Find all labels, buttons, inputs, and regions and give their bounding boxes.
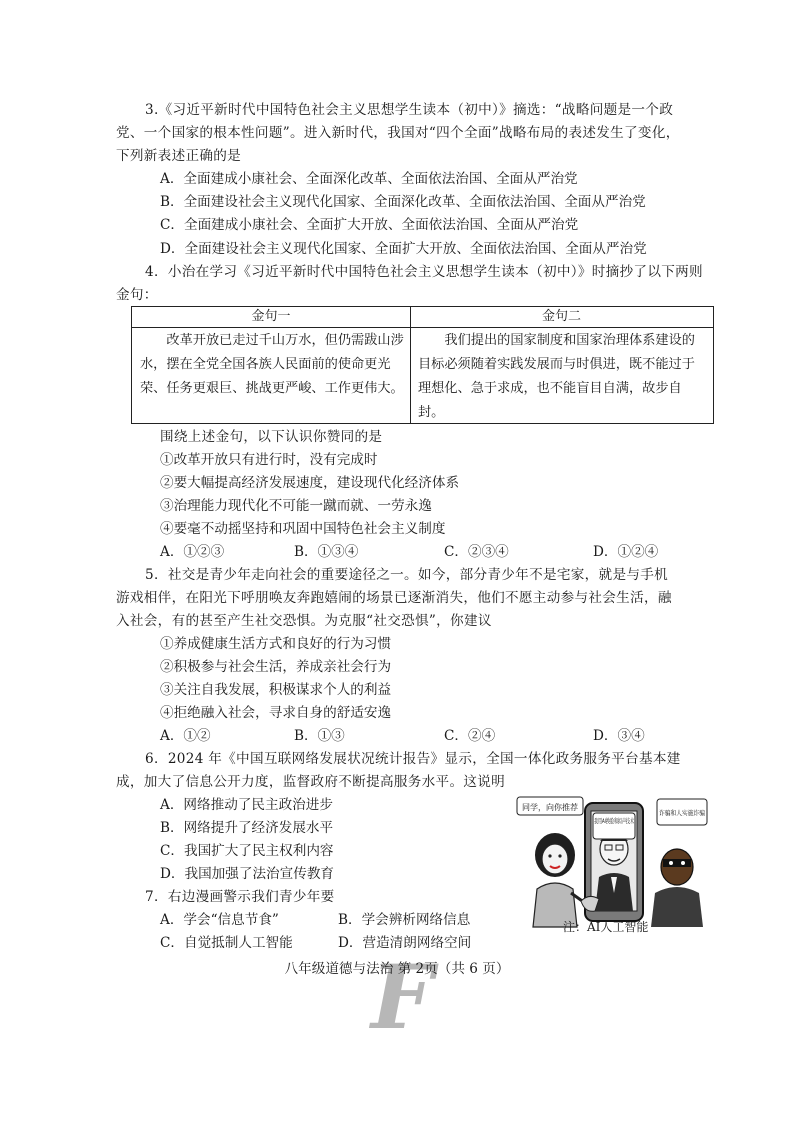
q4-choice-d: D．①②④ [593,544,659,560]
q6-line-1: 6．2024 年《中国互联网络发展状况统计报告》显示，全国一体化政务服务平台基本建 [145,751,681,767]
q7-stem: 7．右边漫画警示我们青少年要 [145,889,335,905]
q7-choice-b: B．学会辨析网络信息 [338,912,471,928]
quote-table [131,306,714,424]
q5-choice-b: B．①③ [294,728,345,744]
q4-line-2: 金句： [116,287,158,303]
q4-stem: 围绕上述金句，以下认识你赞同的是 [160,429,383,445]
q5-choice-c: C．②④ [444,728,496,744]
bubble-mid-text: 我用AI换脸和拟声技术 [594,817,659,825]
q5-item-3: ③关注自我发展，积极谋求个人的利益 [160,682,392,698]
q5-line-1: 5．社交是青少年走向社会的重要途径之一。如今，部分青少年不是宅家，就是与手机 [145,567,669,583]
quote-2-text: 我们提出的国家制度和国家治理体系建设的目标必须随着实践发展而与时俱进，既不能过于理想化、急于求成，也不能盲目自满，故步自封。 [418,333,695,420]
q4-choice-a: A．①②③ [160,544,225,560]
bubble-left-text: 同学，向你推荐 [522,803,578,812]
q3-line-2: 党、一个国家的根本性问题”。进入新时代，我国对“四个全面”战略布局的表述发生了变化， [116,125,680,141]
q4-item-1: ①改革开放只有进行时，没有完成时 [160,452,378,468]
scammer-figure [651,849,703,927]
q5-choice-d: D．③④ [593,728,645,744]
cartoon-illustration [515,793,711,935]
q6-option-a: A．网络推动了民主政治进步 [160,797,333,813]
q5-line-2: 游戏相伴，在阳光下呼朋唤友奔跑嬉闹的场景已逐渐消失，他们不愿主动参与社会生活，融 [116,590,672,606]
q5-item-1: ①养成健康生活方式和良好的行为习惯 [160,636,392,652]
q4-item-2: ②要大幅提高经济发展速度，建设现代化经济体系 [160,475,460,491]
page-footer: 八年级道德与法治 第 2页（共 6 页） [284,961,510,977]
bubble-right-text: 诈骗和人实施诈骗 [659,809,711,817]
q3-line-1: 3.《习近平新时代中国特色社会主义思想学生读本（初中）》摘选：“战略问题是一个政 [145,102,674,118]
q3-option-c: C．全面建成小康社会、全面扩大开放、全面依法治国、全面从严治党 [160,217,579,233]
table-header-divider [132,327,713,328]
q3-option-a: A．全面建成小康社会、全面深化改革、全面依法治国、全面从严治党 [160,171,578,187]
q7-choice-c: C．自觉抵制人工智能 [160,935,293,951]
q6-option-c: C．我国扩大了民主权利内容 [160,843,334,859]
q6-line-2: 成，加大了信息公开力度，监督政府不断提高服务水平。这说明 [116,774,506,790]
q3-option-b: B．全面建设社会主义现代化国家、全面深化改革、全面依法治国、全面从严治党 [160,194,646,210]
cartoon-note: 注：AI人工智能 [563,920,649,934]
q6-option-b: B．网络提升了经济发展水平 [160,820,334,836]
q6-option-d: D．我国加强了法治宣传教育 [160,866,335,882]
quote-1-heading: 金句一 [251,309,291,324]
q7-choice-a: A．学会“信息节食” [160,912,279,928]
quote-1-text: 改革开放已走过千山万水，但仍需跋山涉水，摆在全党全国各族人民面前的使命更光荣、任务更艰巨、挑战更严峻、工作更伟大。 [140,333,404,396]
q4-line-1: 4．小治在学习《习近平新时代中国特色社会主义思想学生读本（初中）》时摘抄了以下两则 [145,264,703,280]
q5-line-3: 入社会，有的甚至产生社交恐惧。为克服“社交恐惧”，你建议 [116,613,492,629]
watermark-letter: F [371,945,434,1049]
q4-item-3: ③治理能力现代化不可能一蹴而就、一劳永逸 [160,498,432,514]
q4-item-4: ④要毫不动摇坚持和巩固中国特色社会主义制度 [160,521,446,537]
q5-choice-a: A．①② [160,728,211,744]
q4-choice-b: B．①③④ [294,544,359,560]
q3-option-d: D．全面建设社会主义现代化国家、全面扩大开放、全面依法治国、全面从严治党 [160,241,647,257]
q3-line-3: 下列新表述正确的是 [116,148,242,164]
q5-item-2: ②积极参与社会生活，养成亲社会行为 [160,659,392,675]
quote-2-heading: 金句二 [541,309,581,324]
q7-choice-d: D．营造清朗网络空间 [338,935,472,951]
ai-fraud-cartoon [515,793,711,935]
q4-choice-c: C．②③④ [444,544,509,560]
girl-figure [533,833,585,927]
q5-item-4: ④拒绝融入社会，寻求自身的舒适安逸 [160,705,392,721]
